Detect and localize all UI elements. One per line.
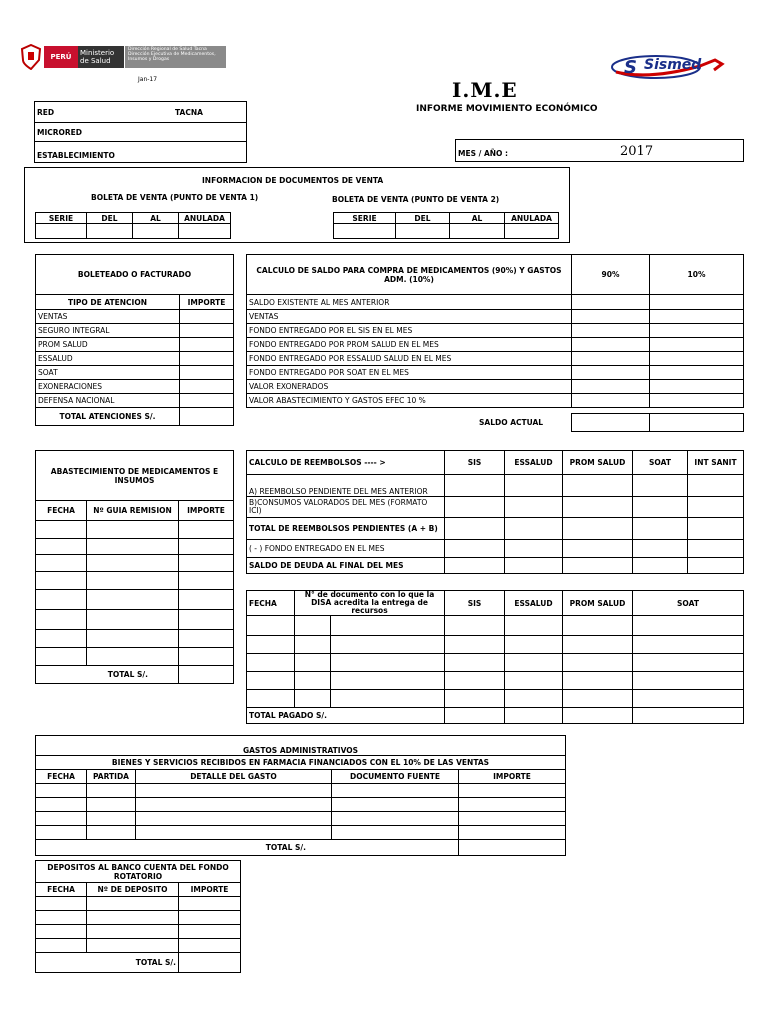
page-subtitle: INFORME MOVIMIENTO ECONÓMICO bbox=[416, 104, 598, 114]
col-sis: SIS bbox=[445, 451, 505, 475]
disa-table bbox=[246, 590, 744, 724]
boleta2-table bbox=[333, 212, 559, 239]
table-row: DEFENSA NACIONAL bbox=[36, 394, 234, 408]
depositos-total-value[interactable] bbox=[179, 953, 241, 973]
col-guia-remision: Nº GUIA REMISION bbox=[87, 501, 179, 521]
table-row: ( - ) FONDO ENTREGADO EN EL MES bbox=[247, 540, 744, 558]
documentos-venta-title: INFORMACION DE DOCUMENTOS DE VENTA bbox=[202, 176, 384, 185]
col-importe: IMPORTE bbox=[180, 295, 234, 310]
gastos-subtitle: BIENES Y SERVICIOS RECIBIDOS EN FARMACIA FINANCIADOS CON EL 10% DE LAS VENTAS bbox=[36, 756, 566, 770]
col-detalle-gasto: DETALLE DEL GASTO bbox=[136, 770, 332, 784]
abastecimiento-table bbox=[35, 450, 234, 684]
table-row: FONDO ENTREGADO POR PROM SALUD EN EL MES bbox=[247, 338, 744, 352]
table-row bbox=[36, 648, 234, 666]
table-row: SALDO DE DEUDA AL FINAL DEL MES bbox=[247, 558, 744, 574]
abastecimiento-total-label: TOTAL S/. bbox=[36, 666, 179, 684]
table-row bbox=[247, 690, 744, 708]
microred-label: MICRORED bbox=[37, 128, 83, 137]
boleteado-title: BOLETEADO O FACTURADO bbox=[36, 255, 234, 295]
table-row: TOTAL DE REEMBOLSOS PENDIENTES (A + B) bbox=[247, 518, 744, 540]
gastos-table bbox=[35, 735, 566, 856]
gastos-total-label: TOTAL S/. bbox=[36, 840, 459, 856]
table-row bbox=[36, 939, 241, 953]
info-box bbox=[34, 101, 247, 163]
table-row bbox=[36, 925, 241, 939]
ministry-label: Ministerio de Salud bbox=[78, 46, 124, 68]
table-row: FONDO ENTREGADO POR SOAT EN EL MES bbox=[247, 366, 744, 380]
total-pagado-label: TOTAL PAGADO S/. bbox=[247, 708, 445, 724]
ministry-logo bbox=[20, 44, 226, 70]
red-label: RED bbox=[37, 108, 55, 117]
col-serie: SERIE bbox=[36, 213, 87, 224]
reembolsos-table bbox=[246, 450, 744, 574]
col-fecha: FECHA bbox=[36, 770, 87, 784]
mes-value: 2017 bbox=[620, 144, 654, 159]
col-tipo-atencion: TIPO DE ATENCION bbox=[36, 295, 180, 310]
boleta1-table bbox=[35, 212, 231, 239]
col-serie: SERIE bbox=[334, 213, 396, 224]
boleteado-table bbox=[35, 254, 234, 426]
peru-seal-icon bbox=[20, 44, 42, 70]
col-fecha: FECHA bbox=[36, 883, 87, 897]
abastecimiento-total-value[interactable] bbox=[179, 666, 234, 684]
table-row: B)CONSUMOS VALORADOS DEL MES (FORMATO ICI) bbox=[247, 497, 744, 518]
table-row bbox=[36, 539, 234, 555]
col-essalud: ESSALUD bbox=[505, 451, 563, 475]
table-row bbox=[247, 672, 744, 690]
gastos-total-value[interactable] bbox=[459, 840, 566, 856]
sismed-text: Sismed bbox=[644, 57, 702, 73]
table-row: A) REEMBOLSO PENDIENTE DEL MES ANTERIOR bbox=[247, 475, 744, 497]
gastos-title: GASTOS ADMINISTRATIVOS bbox=[36, 736, 566, 756]
mes-label: MES / AÑO : bbox=[458, 149, 509, 158]
table-row bbox=[334, 224, 559, 239]
table-row bbox=[36, 521, 234, 539]
col-soat: SOAT bbox=[633, 591, 744, 616]
boleta1-label: BOLETA DE VENTA (PUNTO DE VENTA 1) bbox=[91, 193, 259, 202]
table-row: SEGURO INTEGRAL bbox=[36, 324, 234, 338]
col-90: 90% bbox=[572, 255, 650, 295]
svg-text:S: S bbox=[624, 57, 637, 78]
col-prom-salud: PROM SALUD bbox=[563, 451, 633, 475]
table-row bbox=[36, 224, 231, 239]
depositos-total-label: TOTAL S/. bbox=[36, 953, 179, 973]
boleta2-label: BOLETA DE VENTA (PUNTO DE VENTA 2) bbox=[332, 195, 500, 204]
total-atenciones-label: TOTAL ATENCIONES S/. bbox=[36, 408, 180, 426]
saldo-actual-90[interactable] bbox=[571, 413, 650, 432]
table-row bbox=[247, 616, 744, 636]
table-row bbox=[36, 572, 234, 590]
table-row: VENTAS bbox=[36, 310, 234, 324]
table-row: SOAT bbox=[36, 366, 234, 380]
calculo-saldo-table bbox=[246, 254, 744, 408]
table-row bbox=[36, 610, 234, 630]
col-calculo-reembolsos: CALCULO DE REEMBOLSOS ---- > bbox=[247, 451, 445, 475]
red-value: TACNA bbox=[175, 108, 203, 117]
table-row: PROM SALUD bbox=[36, 338, 234, 352]
peru-label: PERÚ bbox=[44, 46, 78, 68]
table-row: FONDO ENTREGADO POR ESSALUD SALUD EN EL MES bbox=[247, 352, 744, 366]
col-documento-disa: N° de documento con lo que la DISA acredita la entrega de recursos bbox=[295, 591, 445, 616]
col-essalud: ESSALUD bbox=[505, 591, 563, 616]
col-del: DEL bbox=[87, 213, 133, 224]
col-documento-fuente: DOCUMENTO FUENTE bbox=[332, 770, 459, 784]
col-al: AL bbox=[133, 213, 179, 224]
depositos-title: DEPOSITOS AL BANCO CUENTA DEL FONDO ROTATORIO bbox=[36, 861, 241, 883]
direction-label: Dirección Regional de Salud Tacna Dirección Ejecutiva de Medicamentos, Insumos y Drogas bbox=[125, 46, 226, 68]
col-del: DEL bbox=[396, 213, 450, 224]
table-row bbox=[247, 654, 744, 672]
table-row: VALOR EXONERADOS bbox=[247, 380, 744, 394]
col-partida: PARTIDA bbox=[87, 770, 136, 784]
table-row: ESSALUD bbox=[36, 352, 234, 366]
col-10: 10% bbox=[650, 255, 744, 295]
col-importe: IMPORTE bbox=[459, 770, 566, 784]
table-row: FONDO ENTREGADO POR EL SIS EN EL MES bbox=[247, 324, 744, 338]
col-prom-salud: PROM SALUD bbox=[563, 591, 633, 616]
establecimiento-label: ESTABLECIMIENTO bbox=[37, 151, 115, 160]
table-row: EXONERACIONES bbox=[36, 380, 234, 394]
col-int-sanit: INT SANIT bbox=[688, 451, 744, 475]
abastecimiento-title: ABASTECIMIENTO DE MEDICAMENTOS E INSUMOS bbox=[36, 451, 234, 501]
table-row bbox=[36, 555, 234, 572]
saldo-actual-label: SALDO ACTUAL bbox=[479, 418, 544, 427]
depositos-table bbox=[35, 860, 241, 973]
col-numero-deposito: Nº DE DEPOSITO bbox=[87, 883, 179, 897]
col-fecha: FECHA bbox=[247, 591, 295, 616]
mes-box bbox=[455, 139, 744, 162]
total-atenciones-value[interactable] bbox=[180, 408, 234, 426]
page-title: I.M.E bbox=[452, 78, 518, 102]
table-row bbox=[247, 636, 744, 654]
col-soat: SOAT bbox=[633, 451, 688, 475]
col-importe: IMPORTE bbox=[179, 501, 234, 521]
table-row bbox=[36, 784, 566, 798]
saldo-actual-10[interactable] bbox=[649, 413, 744, 432]
table-row bbox=[36, 798, 566, 812]
table-row bbox=[36, 812, 566, 826]
table-row: VENTAS bbox=[247, 310, 744, 324]
sismed-logo bbox=[610, 52, 730, 80]
col-al: AL bbox=[450, 213, 505, 224]
report-date: Jan-17 bbox=[138, 76, 158, 83]
col-anulada: ANULADA bbox=[179, 213, 231, 224]
col-anulada: ANULADA bbox=[505, 213, 559, 224]
table-row bbox=[36, 630, 234, 648]
table-row bbox=[36, 590, 234, 610]
col-fecha: FECHA bbox=[36, 501, 87, 521]
table-row bbox=[36, 911, 241, 925]
table-row bbox=[36, 897, 241, 911]
col-sis: SIS bbox=[445, 591, 505, 616]
table-row bbox=[36, 826, 566, 840]
table-row: SALDO EXISTENTE AL MES ANTERIOR bbox=[247, 295, 744, 310]
col-importe: IMPORTE bbox=[179, 883, 241, 897]
table-row: VALOR ABASTECIMIENTO Y GASTOS EFEC 10 % bbox=[247, 394, 744, 408]
calculo-saldo-title: CALCULO DE SALDO PARA COMPRA DE MEDICAMENTOS (90%) Y GASTOS ADM. (10%) bbox=[247, 255, 572, 295]
